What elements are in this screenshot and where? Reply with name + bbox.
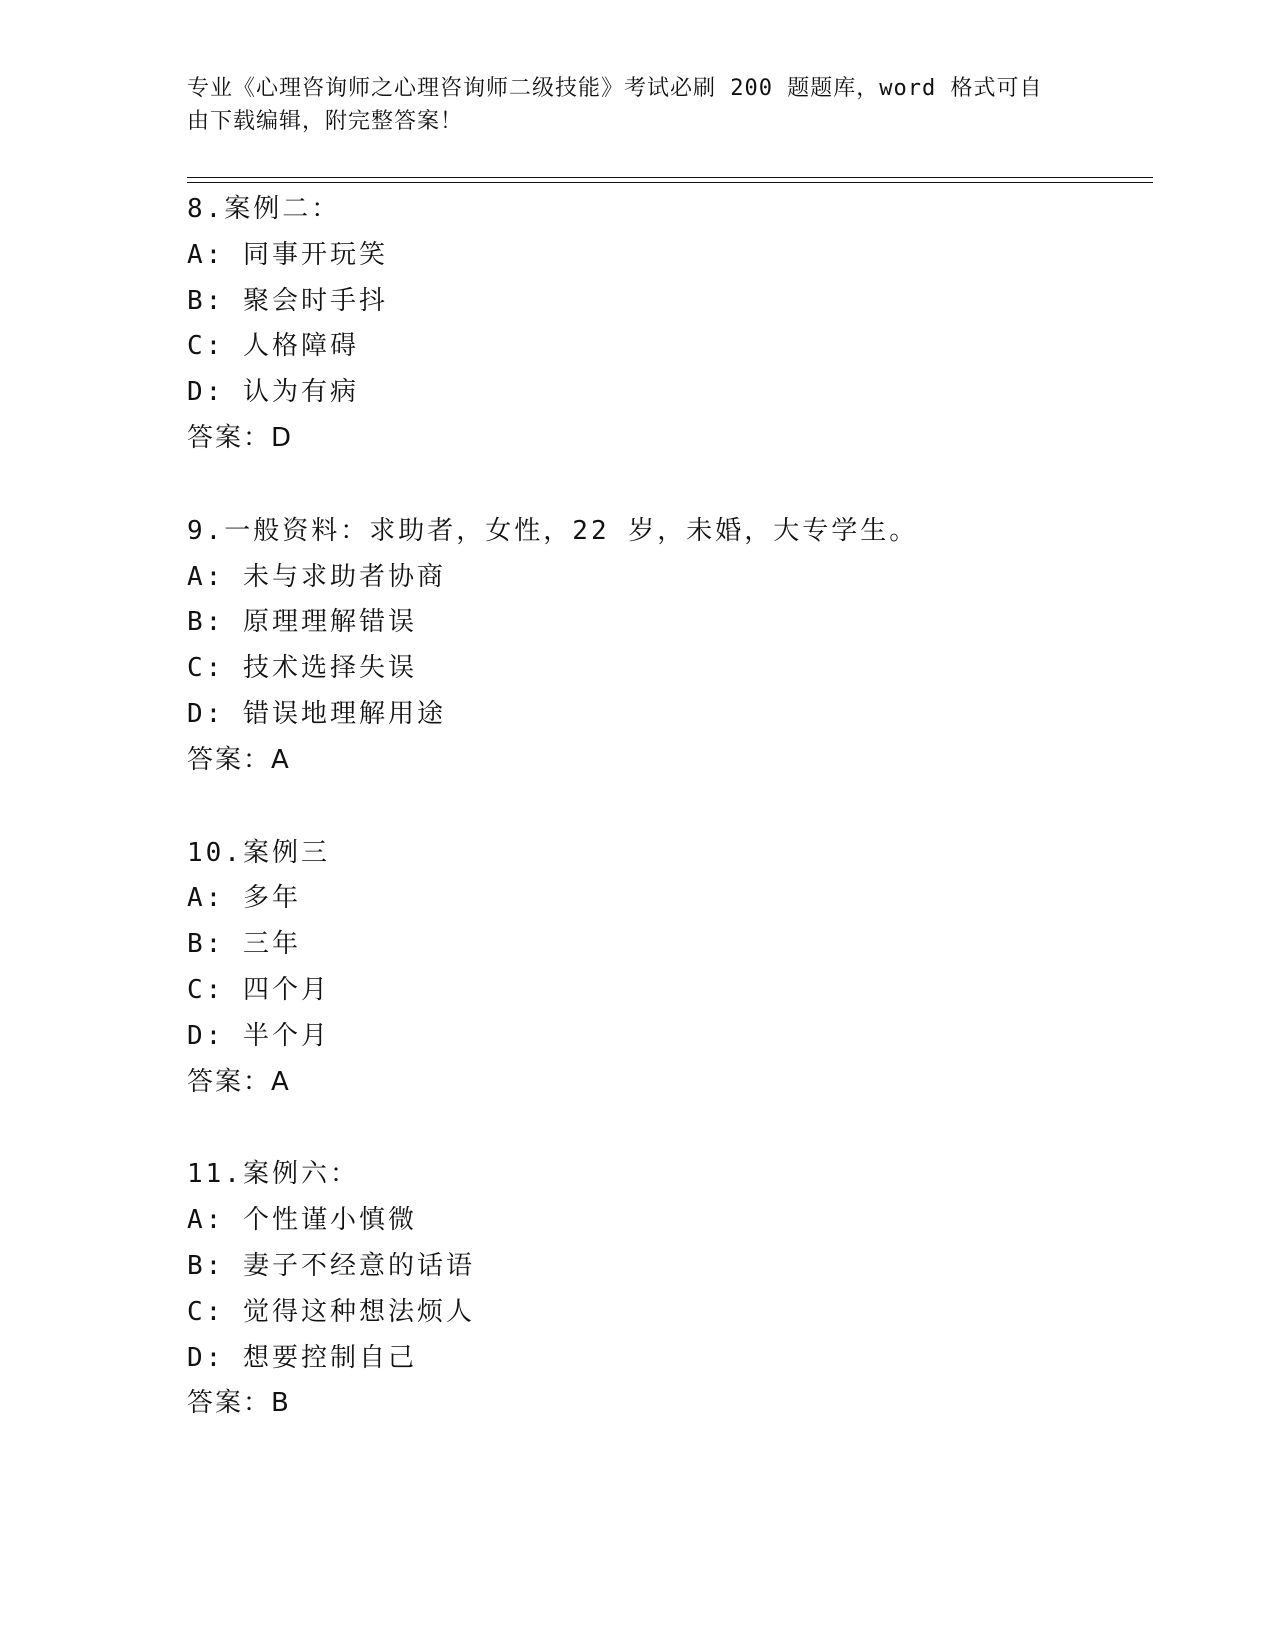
- question-9: [187, 509, 1147, 784]
- question-11: [187, 1152, 1147, 1427]
- option-b: B: 聚会时手抖: [187, 285, 388, 316]
- option-b: B: 妻子不经意的话语: [187, 1250, 475, 1281]
- option-b: B: 原理理解错误: [187, 607, 417, 638]
- question-10: [187, 831, 1147, 1106]
- option-c: C: 人格障碍: [187, 331, 359, 362]
- option-c: C: 技术选择失误: [187, 653, 417, 684]
- question-8: [187, 187, 1147, 462]
- option-a: A: 多年: [187, 883, 301, 914]
- header-rule-top: [187, 177, 1153, 178]
- answer-line: 答案：B: [187, 1388, 291, 1419]
- question-list: [187, 187, 1147, 1427]
- document-header: [187, 72, 1067, 138]
- option-a: A: 个性谨小慎微: [187, 1205, 417, 1236]
- question-stem: 10.案例三: [187, 837, 330, 868]
- header-rule-bottom: [187, 182, 1153, 183]
- answer-line: 答案：A: [187, 744, 291, 775]
- option-d: D: 错误地理解用途: [187, 698, 446, 729]
- question-stem: 11.案例六：: [187, 1159, 359, 1190]
- question-stem: 8.案例二：: [187, 194, 341, 224]
- answer-line: 答案：D: [187, 422, 294, 453]
- answer-line: 答案：A: [187, 1066, 291, 1097]
- option-d: D: 半个月: [187, 1020, 330, 1051]
- question-stem: 9.一般资料：求助者，女性，22 岁，未婚，大专学生。: [187, 515, 919, 546]
- option-d: D: 认为有病: [187, 377, 359, 408]
- option-d: D: 想要控制自己: [187, 1342, 417, 1373]
- option-a: A: 未与求助者协商: [187, 561, 446, 592]
- option-c: C: 四个月: [187, 974, 330, 1005]
- header-line-2: 由下载编辑，附完整答案！: [187, 109, 464, 134]
- option-b: B: 三年: [187, 929, 301, 960]
- option-c: C: 觉得这种想法烦人: [187, 1296, 475, 1327]
- option-a: A: 同事开玩笑: [187, 239, 388, 270]
- header-line-1: 专业《心理咨询师之心理咨询师二级技能》考试必刷 200 题题库，word 格式可自: [187, 76, 1043, 101]
